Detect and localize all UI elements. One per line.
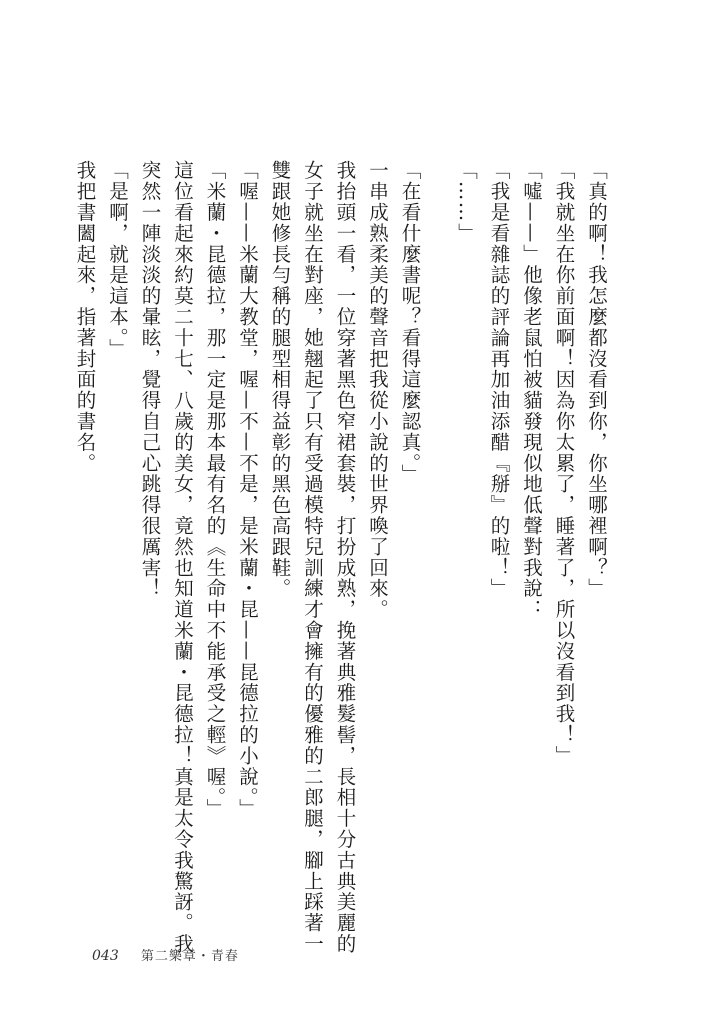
paragraph: 「我就坐在你前面啊！因為你太累了，睡著了，所以沒看到我！」 bbox=[552, 160, 576, 767]
page-footer bbox=[92, 945, 239, 964]
paragraph: 「我是看雜誌的評論再加油添醋『掰』的啦！」 bbox=[487, 160, 511, 599]
page-number: 043 bbox=[92, 948, 119, 964]
paragraph: 這位看起來約莫二十七、八歲的美女，竟然也知道米蘭・昆德拉！真是太令我驚訝。我突然一陣淡淡的暈眩，覺得自己心跳得很厲害！ bbox=[138, 160, 194, 955]
section-break bbox=[426, 160, 450, 960]
vertical-text-body bbox=[68, 160, 612, 960]
paragraph: 我抬頭一看，一位穿著黑色窄裙套裝，打扮成熟，挽著典雅髮髻，長相十分古典美麗的女子就坐在對座，她翹起了只有受過模特兒訓練才會擁有的優雅的二郎腿，腳上踩著一雙跟她修長勻稱的腿型相得益彰的黑色高跟鞋。 bbox=[268, 160, 357, 955]
paragraph: 「……」 bbox=[455, 160, 478, 244]
chapter-title: 第二樂章・青春 bbox=[140, 949, 239, 964]
paragraph: 「喔——米蘭大教堂，喔—不—不是，是米蘭・昆——昆德拉的小說。」 bbox=[236, 160, 259, 820]
paragraph: 「噓——」他像老鼠怕被貓發現似地低聲對我說： bbox=[520, 160, 543, 620]
paragraph: 「米蘭・昆德拉，那一定是那本最有名的《生命中不能承受之輕》喔。」 bbox=[203, 160, 227, 820]
paragraph: 我把書闔起來，指著封面的書名。 bbox=[73, 160, 97, 474]
paragraph: 「真的啊！我怎麼都沒看到你，你坐哪裡啊？」 bbox=[585, 160, 608, 599]
paragraph: 「是啊，就是這本。」 bbox=[106, 160, 129, 360]
paragraph: 「在看什麼書呢？看得這麼認真。」 bbox=[398, 160, 422, 485]
paragraph: 一串成熟柔美的聲音把我從小說的世界喚了回來。 bbox=[366, 160, 389, 620]
